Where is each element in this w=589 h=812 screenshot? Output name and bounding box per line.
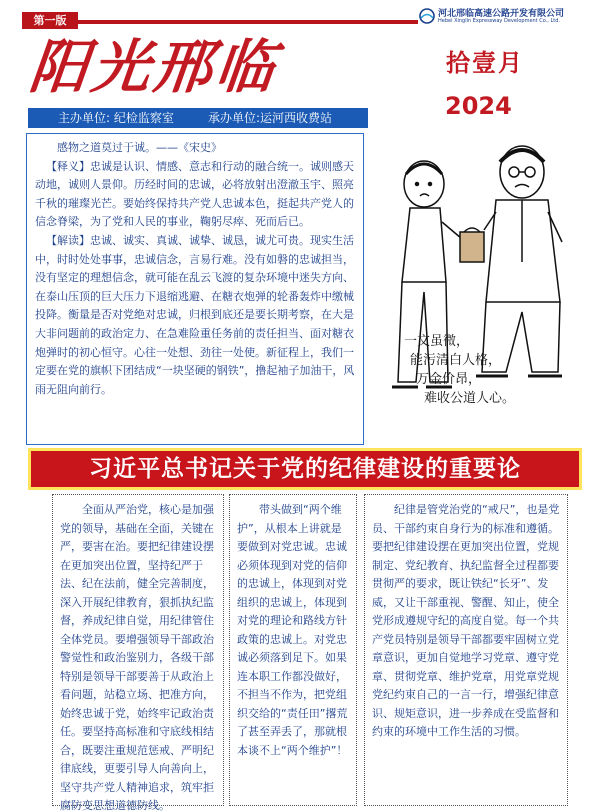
edition-badge: 第一版 xyxy=(22,12,78,29)
issue-year: 2024 xyxy=(445,92,512,120)
quote-intro: 感物之道莫过于诚。——《宋史》 xyxy=(57,141,222,154)
company-name-cn: 河北邢临高速公路开发有限公司 xyxy=(438,9,565,19)
quote-interpretation: 【释义】忠诚是认识、情感、意志和行动的融合统一。诚则感天动地，诚则人景仰。历经时间的忠诚，必将放射出澄澈玉宇、照亮千秋的璀璨光芒。要始终保持共产党人忠诚本色，挺起共产党人的信念脊梁，为了党和人民的事业，鞠躬尽瘁、死而后已。 xyxy=(35,159,354,229)
company-logo xyxy=(418,6,578,28)
cartoon-caption xyxy=(404,332,515,408)
cartoon-line: 一文虽微， xyxy=(404,334,470,349)
article-column-3 xyxy=(364,494,568,806)
article-column-1 xyxy=(52,494,224,812)
article-text: 纪律是管党治党的“戒尺”，也是党员、干部约束自身行为的标准和遵循。要把纪律建设摆在更加突出位置，党规制定、党纪教育、执纪监督全过程都要贯彻严的要求，既让铁纪“长牙”、发威，又让干部重视、警醒、知止，使全党形成遵规守纪的高度自觉。每一个共产党员特别是领导干部都要牢固树立党章意识，更加自觉地学习党章、遵守党章、贯彻党章、维护党章，用党章党规党纪约束自己的一言一行，增强纪律意识、规矩意识，进一步养成在受监督和约束的环境中工作生活的习惯。 xyxy=(372,503,560,738)
sponsor-label: 主办单位: 纪检监察室 xyxy=(58,111,174,125)
cartoon-line: 难收公道人心。 xyxy=(424,391,516,406)
sponsor-bar xyxy=(28,108,368,128)
quote-explanation: 【解读】忠诚、诚实、真诚、诚挚、诚恳，诚尤可贵。现实生活中，时时处处事事，忠诚信念，言易行难。没有如磐的忠诚担当，没有坚定的理想信念，就可能在乱云飞渡的复杂环境中迷失方向、在泰山压顶的巨大压力下退缩逃避、在糖衣炮弹的轮番轰炸中缴械投降。衡量是否对党绝对忠诚，归根到底还是要长期考察，在大是大非问题前的政治定力、在急难险重任务前的责任担当、面对糖衣炮弹时的初心恒守。心往一处想、劲往一处使。新征程上，我们一定要在党的旗帜下团结成“一块坚硬的钢铁”，撸起袖子加油干，风雨无阻向前行。 xyxy=(35,233,355,396)
header-rule xyxy=(78,20,418,24)
company-logo-icon xyxy=(418,8,436,24)
issue-month: 拾壹月 xyxy=(446,49,524,77)
article-text: 带头做到“两个维护”，从根本上讲就是要做到对党忠诚。忠诚必须体现到对党的信仰的忠诚上，体现到对党组织的忠诚上，体现到对党的理论和路线方针政策的忠诚上。对党忠诚必须落到足下。如果连本职工作都没做好，不担当不作为，把党组织交给的“责任田”撂荒了甚至弄丢了，那就根本谈不上“两个维护”！ xyxy=(237,503,348,757)
article-column-2 xyxy=(229,494,357,806)
company-name-en: Hebei Xinglin Expressway Development Co., Ltd. xyxy=(438,18,560,24)
quote-box xyxy=(26,133,364,445)
article-text: 全面从严治党，核心是加强党的领导，基础在全面，关键在严，要害在治。要把纪律建设摆在更加突出位置，坚持纪严于法、纪在法前，健全完善制度，深入开展纪律教育，狠抓执纪监督，养成纪律自觉，用纪律管住全体党员。要增强领导干部政治警觉性和政治鉴别力，各级干部特别是领导干部要善于从政治上看问题，站稳立场、把准方向，始终忠诚于党，始终牢记政治责任。要坚持高标准和守底线相结合，既要注重规范惩戒、严明纪律底线，更要引导人向善向上，坚守共产党人精神追求，筑牢拒腐防变思想道德防线。 xyxy=(60,503,214,812)
section-banner: 习近平总书记关于党的纪律建设的重要论 xyxy=(28,448,582,490)
organizer-label: 承办单位:运河西收费站 xyxy=(208,111,333,125)
cartoon-line: 万金价昂， xyxy=(416,372,482,387)
cartoon-line: 能污清白人格， xyxy=(410,353,502,368)
masthead-title: 阳光邢临 xyxy=(26,33,282,101)
